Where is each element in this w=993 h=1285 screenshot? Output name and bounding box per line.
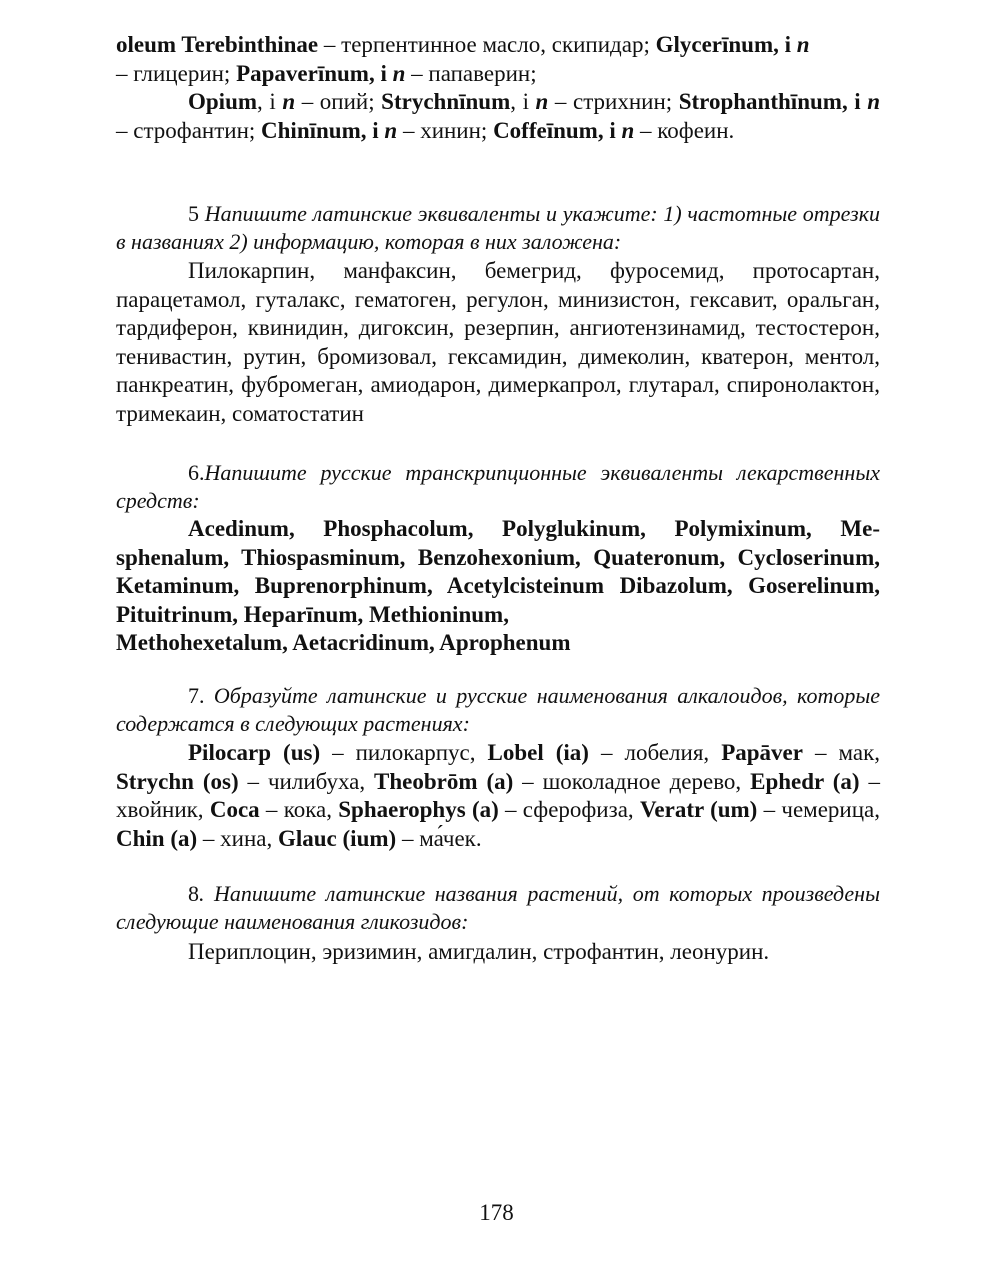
bold-term: , i bbox=[841, 89, 868, 114]
bold-term: oleum Terebinthinae bbox=[116, 32, 319, 57]
bold-term: Glauc (ium) bbox=[277, 825, 397, 851]
task-8-instruction bbox=[116, 880, 880, 936]
task-7-number: 7. bbox=[188, 683, 205, 708]
bold-term: n bbox=[796, 32, 810, 57]
text-run: , i bbox=[257, 89, 283, 114]
text-run: – кока, bbox=[259, 797, 339, 823]
task-6-number: 6. bbox=[188, 460, 205, 485]
bold-term: Theobrōm (a) bbox=[374, 768, 514, 794]
text-run: – мак, bbox=[802, 740, 880, 765]
text-run: – опий; bbox=[295, 89, 382, 114]
text-run: – пилокарпус, bbox=[320, 740, 488, 765]
task-5-text: Напишите латинские эквиваленты и укажите: 1) частотные отрезки в названиях 2) информацию, которая в них заложена: bbox=[116, 201, 880, 254]
task-8-number: 8 bbox=[188, 881, 199, 906]
bold-term: Lobel (ia) bbox=[487, 740, 589, 765]
text-run: , i bbox=[510, 89, 536, 114]
bold-term: n bbox=[392, 61, 406, 86]
bold-term: n bbox=[384, 117, 398, 143]
task-8-text: . Напишите латинские названия растений, от которых произведены следующие наименования гликозидов: bbox=[116, 881, 880, 934]
continuation-line-1 bbox=[116, 31, 880, 60]
continuation-paragraph bbox=[116, 88, 880, 145]
task-6-instruction bbox=[116, 459, 880, 515]
task-5-number: 5 bbox=[188, 201, 199, 226]
text-run: – терпентинное масло, скипидар; bbox=[318, 32, 656, 57]
page-number: 178 bbox=[479, 1200, 514, 1225]
task-7-items bbox=[116, 739, 880, 853]
bold-term: Veratr (um) bbox=[639, 797, 758, 823]
text-run: – кофеин. bbox=[634, 117, 735, 143]
continuation-line-2 bbox=[116, 60, 880, 89]
bold-term: Papaverīnum, i bbox=[236, 61, 393, 86]
text-run: – чемерица, bbox=[757, 797, 880, 823]
text-run: – стрихнин; bbox=[548, 89, 679, 114]
bold-term: n bbox=[867, 89, 881, 114]
bold-term: Sphaerophys (a) bbox=[338, 797, 499, 823]
task-6-drug-list-last: Methohexetalum, Aetacridinum, Aprophenum bbox=[116, 630, 571, 655]
bold-term: Chin (a) bbox=[116, 825, 198, 851]
bold-term: n bbox=[535, 89, 549, 114]
text-run: – чилибуха, bbox=[238, 768, 375, 794]
task-6-drug-list: Acedinum, Phosphacolum, Polyglukinum, Polymixinum, Mesphenalum, Thiospasminum, Benzohexonium, Quateronum, Cycloserinum, Ketaminum, Buprenorphinum, Acetylcisteinum Dibazolum, Goserelinum, Pituitrinum, Heparīnum, Methioninum, bbox=[116, 516, 880, 627]
bold-term: Strychn (os) bbox=[116, 768, 239, 794]
text-run: – глицерин; bbox=[116, 61, 237, 86]
bold-term: , i bbox=[360, 117, 385, 143]
bold-term: Strychnīnum bbox=[381, 89, 511, 114]
text-run: – лобелия, bbox=[588, 740, 722, 765]
bold-term: Pilocarp (us) bbox=[188, 740, 321, 765]
task-6-items bbox=[116, 515, 880, 629]
bold-term: Strophanthīnum bbox=[678, 89, 842, 114]
text-run: – шоколадное дерево, bbox=[513, 768, 751, 794]
bold-term: Ephedr (a) bbox=[750, 768, 860, 794]
task-6-text: Напишите русские транскрипционные эквиваленты лекарственных средств: bbox=[116, 460, 880, 513]
text-run: – хвойник, bbox=[116, 768, 880, 823]
task-7-instruction bbox=[116, 682, 880, 738]
bold-term: Papāver bbox=[721, 740, 803, 765]
bold-term: Coca bbox=[209, 797, 260, 823]
task-6-items-last bbox=[116, 629, 880, 658]
task-5-items: Пилокарпин, манфаксин, бемегрид, фуросемид, протосартан, парацетамол, гуталакс, гематоген, регулон, минизистон, гексавит, оральган, тардиферон, квинидин, дигоксин, резерпин, ангиотензинамид, тестостерон, тенивастин, рутин, бромизовал, гексамидин, димеколин, кватерон, ментол, панкреатин, фубромеган, амиодарон, димеркапрол, глутарал, спиронолактон, тримекаин, соматостатин bbox=[116, 258, 880, 426]
bold-term: , i bbox=[597, 117, 622, 143]
text-run: – ма́чек. bbox=[396, 825, 482, 851]
bold-term: Glycerīnum, i bbox=[655, 32, 797, 57]
bold-term: Chinīnum bbox=[261, 117, 361, 143]
text-run: – строфантин; bbox=[116, 117, 262, 143]
text-run: – сферофиза, bbox=[498, 797, 640, 823]
text-run: – хинин; bbox=[397, 117, 494, 143]
bold-term: Opium bbox=[188, 89, 258, 114]
task-7-text: Образуйте латинские и русские наименования алкалоидов, которые содержатся в следующих растениях: bbox=[116, 683, 880, 736]
text-run: – папаверин; bbox=[405, 61, 537, 86]
bold-term: n bbox=[282, 89, 296, 114]
task-5-instruction bbox=[116, 200, 880, 256]
bold-term: Coffeīnum bbox=[493, 117, 598, 143]
bold-term: n bbox=[621, 117, 635, 143]
task-8-items: Периплоцин, эризимин, амигдалин, строфантин, леонурин. bbox=[188, 939, 770, 964]
text-run: – хина, bbox=[197, 825, 278, 851]
